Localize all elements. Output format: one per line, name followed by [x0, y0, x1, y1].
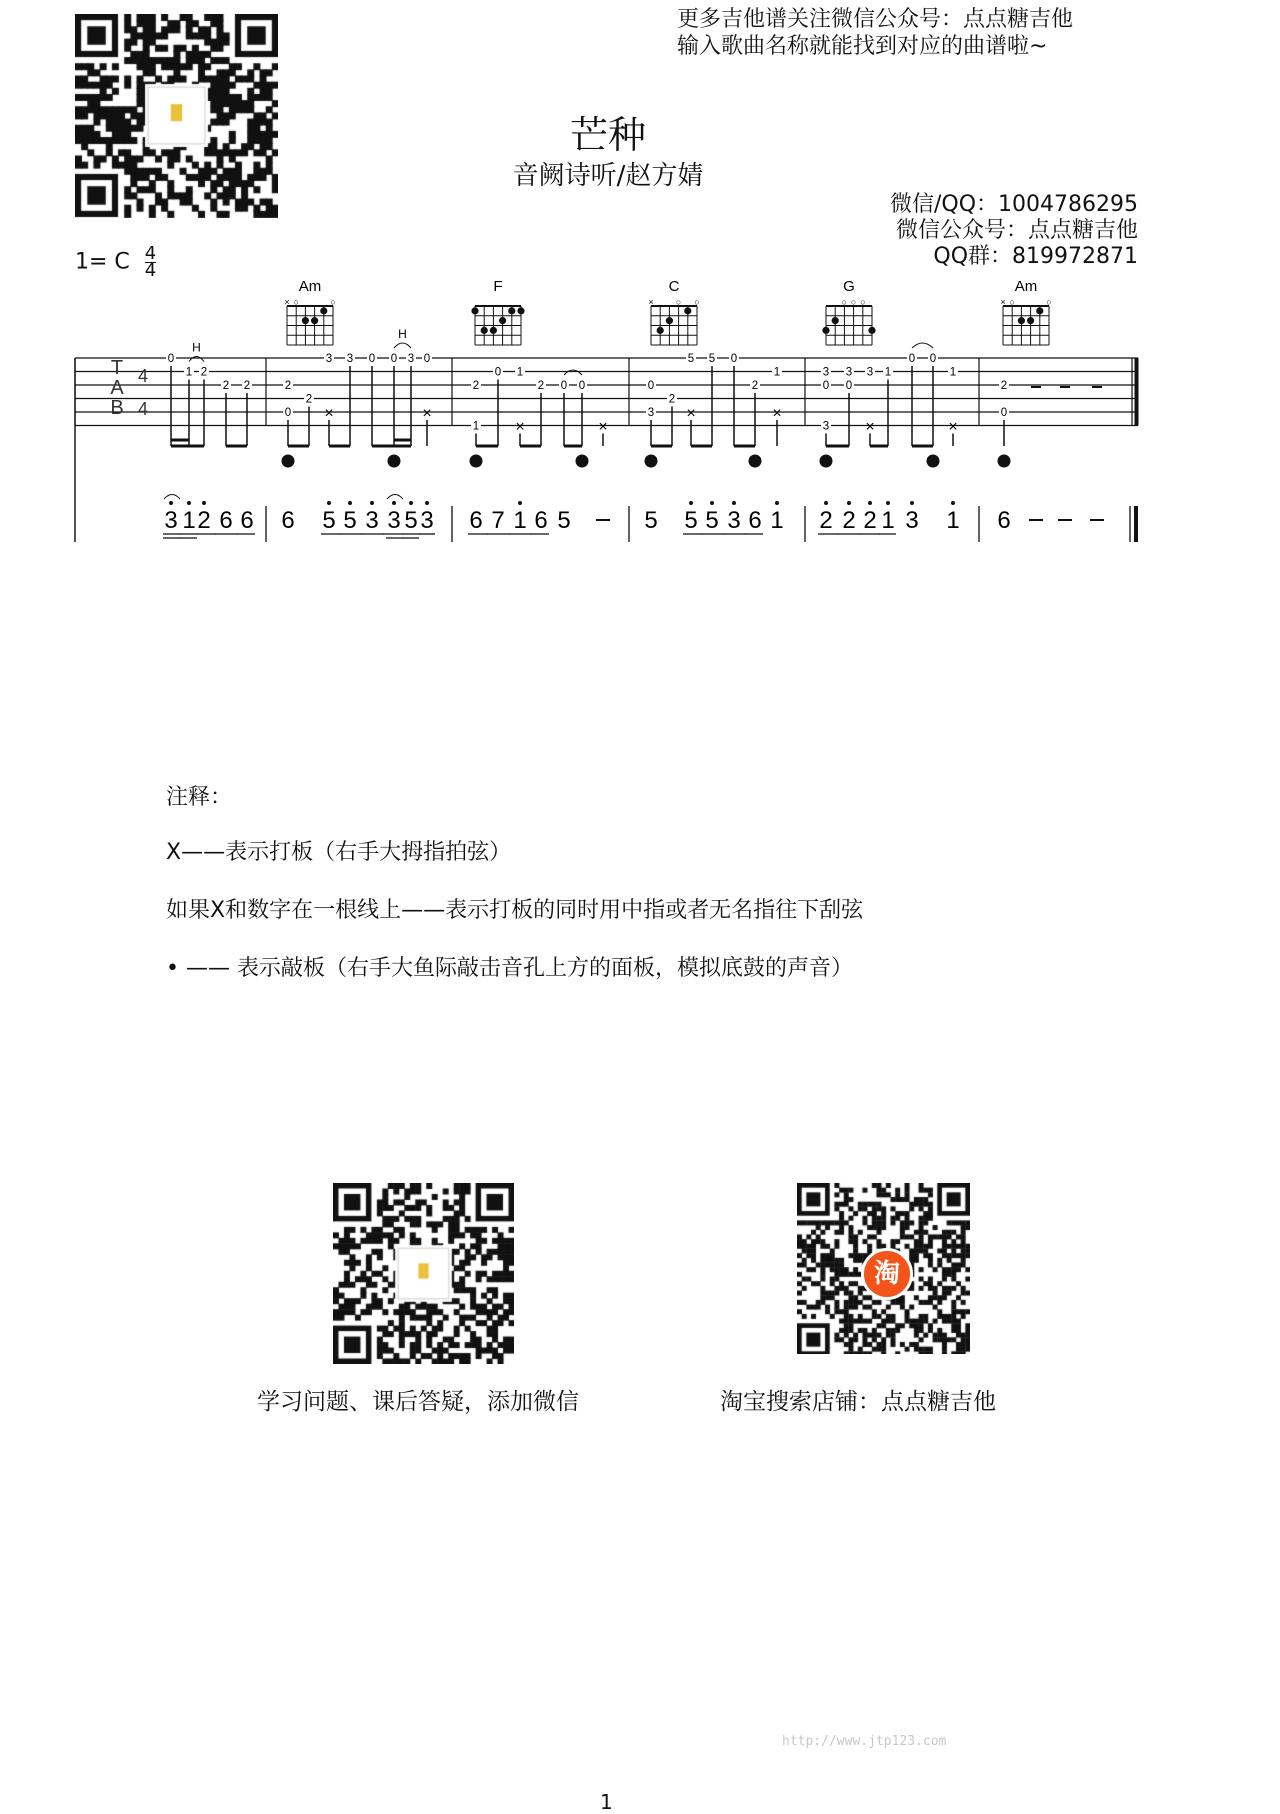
octave-dot	[518, 501, 522, 505]
chord-name: C	[668, 278, 680, 295]
fret-number: 3	[822, 366, 830, 379]
fret-number: 2	[222, 380, 230, 392]
watermark-url: http://www.jtp123.com	[782, 1734, 947, 1749]
octave-dot	[409, 501, 413, 505]
chord-finger-dot	[471, 307, 478, 314]
fret-number: 2	[243, 380, 251, 392]
jianpu-note: 6	[281, 507, 295, 534]
time-sig-bottom: 4	[144, 260, 157, 281]
jianpu-note: 5	[557, 507, 571, 534]
taobao-logo: 淘	[861, 1248, 913, 1300]
fret-number: 0	[908, 353, 916, 365]
muted-string-mark: ×	[284, 297, 290, 307]
fret-number: 0	[368, 353, 376, 365]
wechat-caption: 学习问题、课后答疑，添加微信	[257, 1389, 579, 1415]
fret-number: 2	[284, 380, 292, 392]
jianpu-note: 1	[513, 507, 527, 534]
fret-number: 2	[751, 380, 759, 392]
slap-mark: ×	[422, 405, 432, 422]
fret-number: 1	[773, 366, 781, 379]
jianpu-note: 1	[946, 507, 960, 534]
muted-string-mark: ×	[648, 297, 654, 307]
open-string-mark: ○	[860, 297, 866, 307]
slap-mark: ×	[598, 418, 608, 436]
jianpu-note: 5	[343, 507, 357, 534]
jianpu-note: 3	[420, 507, 434, 534]
fret-number: 1	[472, 420, 480, 433]
promo-line-2: 输入歌曲名称就能找到对应的曲谱啦~	[677, 34, 1048, 59]
contact-wechat-qq: 微信/QQ：1004786295	[889, 192, 1138, 217]
octave-dot	[327, 501, 331, 505]
tap-body-dot	[998, 455, 1011, 468]
octave-dot	[169, 501, 173, 505]
chord-name: F	[493, 278, 503, 295]
note-line-3: • —— 表示敲板（右手大鱼际敲击音孔上方的面板，模拟底鼓的声音）	[166, 956, 853, 981]
jianpu-note: 1	[770, 507, 784, 534]
fret-number: 3	[822, 420, 830, 433]
chord-finger-dot	[481, 327, 488, 334]
tie-arc	[564, 370, 582, 375]
fret-number: 0	[1000, 407, 1008, 419]
tap-body-dot	[282, 455, 295, 468]
octave-dot	[868, 501, 872, 505]
open-string-mark: ○	[330, 297, 336, 307]
open-string-mark: ○	[850, 297, 857, 307]
jianpu-note: 5	[684, 507, 698, 534]
open-string-mark: ○	[293, 297, 299, 307]
jianpu-note: 6	[469, 507, 483, 534]
hammer-on-arc	[189, 357, 204, 362]
tap-body-dot	[645, 455, 658, 468]
muted-string-mark: ×	[1000, 297, 1006, 307]
chord-finger-dot	[490, 327, 497, 334]
chord-finger-dot	[1036, 307, 1043, 314]
tab-clef-letter: T	[110, 357, 124, 379]
tie-arc	[912, 343, 933, 348]
jianpu-note: 5	[322, 507, 336, 534]
tap-body-dot	[927, 455, 940, 468]
tap-body-dot	[749, 455, 762, 468]
tap-body-dot	[388, 455, 401, 468]
octave-dot	[824, 501, 828, 505]
fret-number: 0	[167, 353, 175, 365]
tap-body-dot	[576, 455, 589, 468]
page-number: 1	[600, 1790, 613, 1814]
fret-number: 0	[578, 380, 586, 392]
jianpu-slur	[164, 495, 180, 500]
contact-qq-group: QQ群：819972871	[933, 244, 1138, 269]
chord-name: Am	[298, 278, 322, 295]
fret-number: 3	[845, 366, 853, 379]
fret-number: 0	[730, 353, 738, 365]
slap-mark: ×	[324, 405, 334, 422]
slap-mark: ×	[948, 418, 958, 436]
jianpu-note: 6	[997, 507, 1011, 534]
song-artist: 音阙诗听/赵方婧	[512, 161, 704, 191]
octave-dot	[910, 501, 914, 505]
octave-dot	[951, 501, 955, 505]
jianpu-note: 6	[219, 507, 233, 534]
fret-number: 2	[200, 366, 208, 379]
chord-finger-dot	[868, 327, 875, 334]
fret-number: 0	[423, 353, 431, 365]
chord-finger-dot	[320, 307, 327, 314]
fret-number: 0	[390, 353, 398, 365]
open-string-mark: ○	[675, 297, 682, 307]
hammer-on-label: H	[192, 340, 201, 355]
octave-dot	[847, 501, 851, 505]
tab-clef-letter: A	[110, 377, 124, 399]
octave-dot	[202, 501, 206, 505]
jianpu-note: 6	[240, 507, 254, 534]
fret-number: 2	[1000, 380, 1008, 392]
fret-number: 1	[884, 366, 892, 379]
fret-number: 1	[185, 366, 193, 379]
octave-dot	[689, 501, 693, 505]
tap-body-dot	[470, 455, 483, 468]
octave-dot	[392, 501, 396, 505]
jianpu-note: 2	[863, 507, 877, 534]
fret-number: 0	[494, 366, 502, 379]
jianpu-note: 3	[727, 507, 741, 534]
open-string-mark: ○	[1009, 297, 1015, 307]
chord-finger-dot	[302, 317, 309, 324]
promo-line-1: 更多吉他谱关注微信公众号：点点糖吉他	[677, 7, 1074, 32]
jianpu-note: 2	[842, 507, 856, 534]
jianpu-note: 1	[182, 507, 196, 534]
taobao-caption: 淘宝搜索店铺：点点糖吉他	[720, 1389, 996, 1415]
hammer-on-label: H	[398, 327, 407, 341]
jianpu-note: 2	[197, 507, 211, 534]
tab-time-top: 4	[138, 366, 149, 386]
contact-official-account: 微信公众号：点点糖吉他	[895, 218, 1138, 243]
fret-number: 1	[949, 366, 957, 379]
chord-finger-dot	[657, 327, 664, 334]
fret-number: 5	[687, 353, 695, 365]
octave-dot	[775, 501, 779, 505]
jianpu-note: 6	[534, 507, 548, 534]
guitar-tab-score	[0, 0, 1280, 580]
jianpu-note: 5	[705, 507, 719, 534]
slap-mark: ×	[865, 418, 875, 436]
jianpu-note: 6	[748, 507, 762, 534]
fret-number: 0	[929, 353, 937, 365]
chord-finger-dot	[508, 307, 515, 314]
jianpu-slur	[387, 495, 403, 500]
fret-number: 1	[516, 366, 524, 379]
open-string-mark: ○	[1046, 297, 1052, 307]
slap-mark: ×	[772, 405, 782, 422]
note-line-1: X——表示打板（右手大拇指拍弦）	[166, 840, 512, 865]
fret-number: 5	[708, 353, 716, 365]
fret-number: 3	[346, 353, 354, 365]
jianpu-note: 3	[387, 507, 401, 534]
chord-name: G	[843, 278, 855, 295]
chord-finger-dot	[499, 317, 506, 324]
tab-time-bottom: 4	[138, 399, 149, 419]
chord-finger-dot	[684, 307, 691, 314]
jianpu-note: 1	[881, 507, 895, 534]
open-string-mark: ○	[841, 297, 848, 307]
jianpu-note: 3	[164, 507, 178, 534]
chord-finger-dot	[311, 317, 318, 324]
octave-dot	[348, 501, 352, 505]
octave-dot	[187, 501, 191, 505]
fret-number: 2	[537, 380, 545, 392]
fret-number: 2	[305, 393, 313, 406]
tap-body-dot	[820, 455, 833, 468]
fret-number: 0	[560, 380, 568, 392]
fret-number: 0	[845, 380, 853, 392]
fret-number: 3	[407, 353, 415, 365]
key-label: 1= C	[75, 249, 130, 275]
jianpu-note: 7	[491, 507, 505, 534]
hammer-on-arc	[394, 343, 411, 348]
wechat-qr-code-bottom	[333, 1183, 514, 1364]
jianpu-note: 5	[644, 507, 658, 534]
slap-mark: ×	[515, 418, 525, 436]
chord-finger-dot	[822, 327, 829, 334]
octave-dot	[732, 501, 736, 505]
chord-finger-dot	[832, 317, 839, 324]
tab-clef-letter: B	[110, 397, 124, 419]
fret-number: 2	[472, 380, 480, 392]
jianpu-note: 3	[905, 507, 919, 534]
fret-number: 0	[284, 407, 292, 419]
chord-finger-dot	[1018, 317, 1025, 324]
fret-number: 3	[325, 353, 333, 365]
fret-number: 2	[668, 393, 676, 406]
octave-dot	[370, 501, 374, 505]
song-title: 芒种	[569, 113, 646, 157]
chord-name: Am	[1014, 278, 1038, 295]
open-string-mark: ○	[694, 297, 700, 307]
octave-dot	[710, 501, 714, 505]
chord-finger-dot	[1027, 317, 1034, 324]
chord-finger-dot	[517, 307, 524, 314]
time-sig-top: 4	[144, 243, 157, 264]
jianpu-note: 2	[819, 507, 833, 534]
notes-heading: 注释：	[166, 785, 233, 810]
fret-number: 3	[866, 366, 874, 379]
fret-number: 3	[647, 407, 655, 419]
jianpu-note: 5	[404, 507, 418, 534]
fret-number: 0	[822, 380, 830, 392]
fret-number: 0	[647, 380, 655, 392]
octave-dot	[425, 501, 429, 505]
jianpu-note: 3	[365, 507, 379, 534]
slap-mark: ×	[686, 405, 696, 422]
octave-dot	[886, 501, 890, 505]
chord-finger-dot	[666, 317, 673, 324]
note-line-2: 如果X和数字在一根线上——表示打板的同时用中指或者无名指往下刮弦	[166, 898, 864, 923]
